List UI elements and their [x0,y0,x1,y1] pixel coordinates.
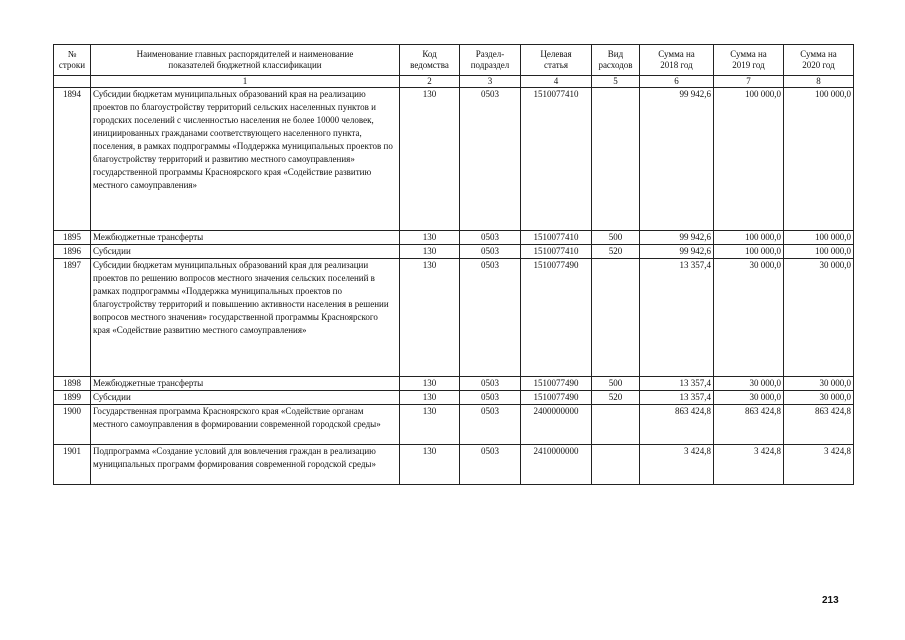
target-article-cell: 2410000000 [521,445,592,485]
section-code-cell: 0503 [460,405,521,445]
sum-2019-cell: 100 000,0 [714,231,784,245]
header-sum-2019: Сумма на 2019 год [714,45,784,76]
expense-type-cell [592,259,640,377]
header-sum-2020: Сумма на 2020 год [784,45,854,76]
header-target: Целевая статья [521,45,592,76]
section-code-cell: 0503 [460,445,521,485]
sum-2020-cell: 863 424,8 [784,405,854,445]
expense-type-cell [592,445,640,485]
table-row [54,88,854,231]
column-number: 7 [714,76,784,88]
row-number-cell: 1898 [54,377,91,391]
sum-2020-cell: 30 000,0 [784,259,854,377]
table-row [54,245,854,259]
row-name-cell: Субсидии [91,245,400,259]
row-name-cell: Субсидии бюджетам муниципальных образований края для реализации проектов по решению вопросов местного значения сельских поселений в рамках подпрограммы «Поддержка муниципальных проектов по благоустройству территорий и повышению активности населения в решении вопросов местного значения» государственной программы Красноярского края «Содействие развитию местного самоуправления» [91,259,400,377]
sum-2018-cell: 3 424,8 [640,445,714,485]
department-code-cell: 130 [400,405,460,445]
table-row [54,377,854,391]
expense-type-cell: 520 [592,245,640,259]
sum-2018-cell: 863 424,8 [640,405,714,445]
header-name: Наименование главных распорядителей и наименование показателей бюджетной классификации [91,45,400,76]
section-code-cell: 0503 [460,377,521,391]
sum-2020-cell: 30 000,0 [784,391,854,405]
department-code-cell: 130 [400,245,460,259]
column-number: 2 [400,76,460,88]
sum-2019-cell: 30 000,0 [714,391,784,405]
sum-2020-cell: 100 000,0 [784,231,854,245]
sum-2018-cell: 99 942,6 [640,231,714,245]
row-number-cell: 1900 [54,405,91,445]
column-number: 1 [91,76,400,88]
department-code-cell: 130 [400,377,460,391]
row-number-cell: 1897 [54,259,91,377]
department-code-cell: 130 [400,88,460,231]
row-name-cell: Межбюджетные трансферты [91,231,400,245]
department-code-cell: 130 [400,445,460,485]
row-number-cell: 1901 [54,445,91,485]
page-number: 213 [822,595,839,606]
row-number-cell: 1895 [54,231,91,245]
expense-type-cell [592,405,640,445]
department-code-cell: 130 [400,231,460,245]
sum-2019-cell: 863 424,8 [714,405,784,445]
target-article-cell: 1510077490 [521,377,592,391]
table-row [54,391,854,405]
column-number: 8 [784,76,854,88]
header-row-no: № строки [54,45,91,76]
row-number-cell: 1894 [54,88,91,231]
sum-2020-cell: 100 000,0 [784,245,854,259]
sum-2019-cell: 100 000,0 [714,88,784,231]
column-number: 6 [640,76,714,88]
target-article-cell: 1510077490 [521,391,592,405]
sum-2018-cell: 13 357,4 [640,391,714,405]
section-code-cell: 0503 [460,245,521,259]
sum-2018-cell: 13 357,4 [640,259,714,377]
column-number-row [54,76,854,88]
target-article-cell: 1510077410 [521,231,592,245]
sum-2020-cell: 30 000,0 [784,377,854,391]
row-name-cell: Субсидии бюджетам муниципальных образований края на реализацию проектов по благоустройству территорий сельских населенных пунктов и городских поселений с численностью населения не более 10000 человек, инициированных гражданами соответствующего населенного пункта, поселения, в рамках подпрограммы «Поддержка муниципальных проектов по благоустройству территорий и развитию местного самоуправления» государственной программы Красноярского края «Содействие развитию местного самоуправления» [91,88,400,231]
row-number-cell: 1896 [54,245,91,259]
header-expense-type: Вид расходов [592,45,640,76]
row-name-cell: Субсидии [91,391,400,405]
table-row [54,259,854,377]
column-number [54,76,91,88]
target-article-cell: 1510077490 [521,259,592,377]
row-name-cell: Подпрограмма «Создание условий для вовлечения граждан в реализацию муниципальных программ формирования современной городской среды» [91,445,400,485]
column-number: 5 [592,76,640,88]
header-department: Код ведомства [400,45,460,76]
sum-2020-cell: 100 000,0 [784,88,854,231]
row-name-cell: Межбюджетные трансферты [91,377,400,391]
expense-type-cell [592,88,640,231]
sum-2019-cell: 3 424,8 [714,445,784,485]
budget-table [53,44,854,485]
sum-2018-cell: 13 357,4 [640,377,714,391]
expense-type-cell: 500 [592,377,640,391]
table-row [54,405,854,445]
column-number: 3 [460,76,521,88]
target-article-cell: 1510077410 [521,88,592,231]
column-number: 4 [521,76,592,88]
expense-type-cell: 520 [592,391,640,405]
target-article-cell: 1510077410 [521,245,592,259]
sum-2020-cell: 3 424,8 [784,445,854,485]
table-header-row [54,45,854,76]
target-article-cell: 2400000000 [521,405,592,445]
department-code-cell: 130 [400,391,460,405]
sum-2019-cell: 30 000,0 [714,259,784,377]
section-code-cell: 0503 [460,231,521,245]
row-name-cell: Государственная программа Красноярского края «Содействие органам местного самоуправления в формировании современной городской среды» [91,405,400,445]
table-row [54,231,854,245]
expense-type-cell: 500 [592,231,640,245]
sum-2018-cell: 99 942,6 [640,88,714,231]
header-sum-2018: Сумма на 2018 год [640,45,714,76]
section-code-cell: 0503 [460,88,521,231]
table-row [54,445,854,485]
header-section: Раздел- подраздел [460,45,521,76]
department-code-cell: 130 [400,259,460,377]
sum-2019-cell: 30 000,0 [714,377,784,391]
sum-2018-cell: 99 942,6 [640,245,714,259]
row-number-cell: 1899 [54,391,91,405]
sum-2019-cell: 100 000,0 [714,245,784,259]
section-code-cell: 0503 [460,259,521,377]
section-code-cell: 0503 [460,391,521,405]
